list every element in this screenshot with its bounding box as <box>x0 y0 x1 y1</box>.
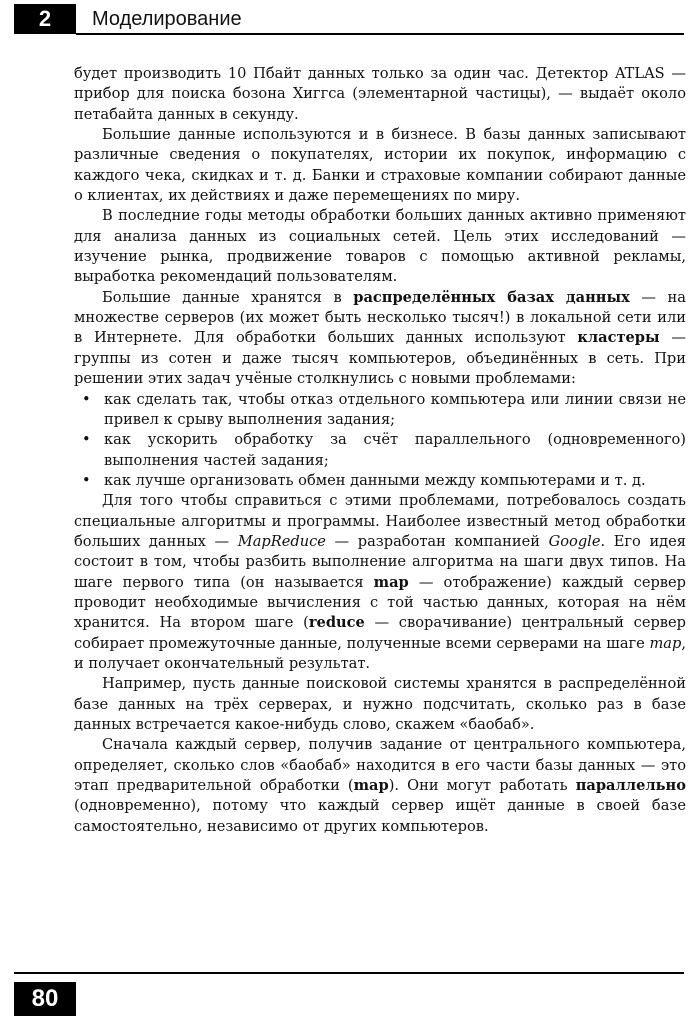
paragraph-1: будет производить 10 Пбайт данных только за один час. Детектор ATLAS — прибор для поиска бозона Хиггса (элементарной частицы), — выдаёт около петабайта данных в секунду. <box>74 65 686 123</box>
term-distributed-databases: распределённых базах данных <box>353 288 630 306</box>
term-reduce: reduce <box>308 614 365 632</box>
page-header <box>14 4 684 38</box>
text-span: — сворачивание) центральный сервер собирает промежуточные данные, полученные всеми серверами на шаге <box>74 614 686 652</box>
paragraph-3: В последние годы методы обработки больших данных активно применяют для анализа данных из социальных сетей. Цель этих исследований — изучение рынка, продвижение товаров с помощью активной рекламы, выработка рекомендаций пользователям. <box>74 207 686 286</box>
text-span: — на множестве серверов (их может быть несколько тысяч!) в локальной сети или в Интернете. Для обработки больших данных используют <box>74 288 686 347</box>
page-body <box>74 64 686 837</box>
problem-list <box>74 390 686 492</box>
paragraph-2: Большие данные используются и в бизнесе. В базы данных записывают различные сведения о покупателях, истории их покупок, информацию с каждого чека, скидках и т. д. Банки и страховые компании собирают данные о клиентах, их действиях и даже перемещениях по миру. <box>74 126 686 205</box>
text-span: ). Они могут работать <box>388 777 576 795</box>
term-google: Google <box>548 532 601 550</box>
term-clusters: кластеры <box>577 329 660 347</box>
list-item: • как лучше организовать обмен данными между компьютерами и т. д. <box>104 471 686 491</box>
term-map: map <box>373 573 409 591</box>
text-span: — группы из сотен и даже тысяч компьютеров, объединённых в сеть. При решении этих задач учёные столкнулись с новыми проблемами: <box>74 329 686 388</box>
term-mapreduce: MapReduce <box>237 532 326 550</box>
term-map: map <box>353 777 389 795</box>
text-span: (одновременно), потому что каждый сервер ищёт данные в своей базе самостоятельно, независимо от других компьютеров. <box>74 797 686 835</box>
header-rule <box>76 33 684 35</box>
chapter-number-badge: 2 <box>14 4 76 34</box>
page-number: 80 <box>14 982 76 1016</box>
paragraph-5 <box>74 491 686 674</box>
text-span: — разработан компанией <box>325 532 549 550</box>
paragraph-6: Например, пусть данные поисковой системы хранятся в распределённой базе данных на трёх серверах, и нужно подсчитать, сколько раз в базе данных встречается какое-нибудь слово, скажем «баобаб». <box>74 675 686 733</box>
text-span: , и получает окончательный результат. <box>74 634 686 672</box>
text-span: Большие данные хранятся в <box>102 288 354 306</box>
paragraph-7 <box>74 735 686 837</box>
list-item: • как ускорить обработку за счёт параллельного (одновременного) выполнения частей задания; <box>104 430 686 471</box>
footer-rule <box>14 972 684 974</box>
text-span: — отображение) каждый сервер проводит необходимые вычисления с той частью данных, которая на нём хранится. На втором шаге ( <box>74 573 686 632</box>
chapter-title: Моделирование <box>92 8 242 30</box>
term-parallel: параллельно <box>575 777 686 795</box>
paragraph-4 <box>74 288 686 390</box>
text-span: Для того чтобы справиться с этими проблемами, потребовалось создать специальные алгоритмы и программы. Наиболее известный метод обработки больших данных — <box>74 492 686 550</box>
term-map-italic: map <box>649 634 682 652</box>
list-item: • как сделать так, чтобы отказ отдельного компьютера или линии связи не привел к срыву выполнения задания; <box>104 390 686 431</box>
text-span: Сначала каждый сервер, получив задание от центрального компьютера, определяет, сколько слов «баобаб» находится в его части базы данных — это этап предварительной обработки ( <box>74 736 686 795</box>
text-span: . Его идея состоит в том, чтобы разбить выполнение алгоритма на шаги двух типов. На шаге первого типа (он называется <box>74 532 687 591</box>
